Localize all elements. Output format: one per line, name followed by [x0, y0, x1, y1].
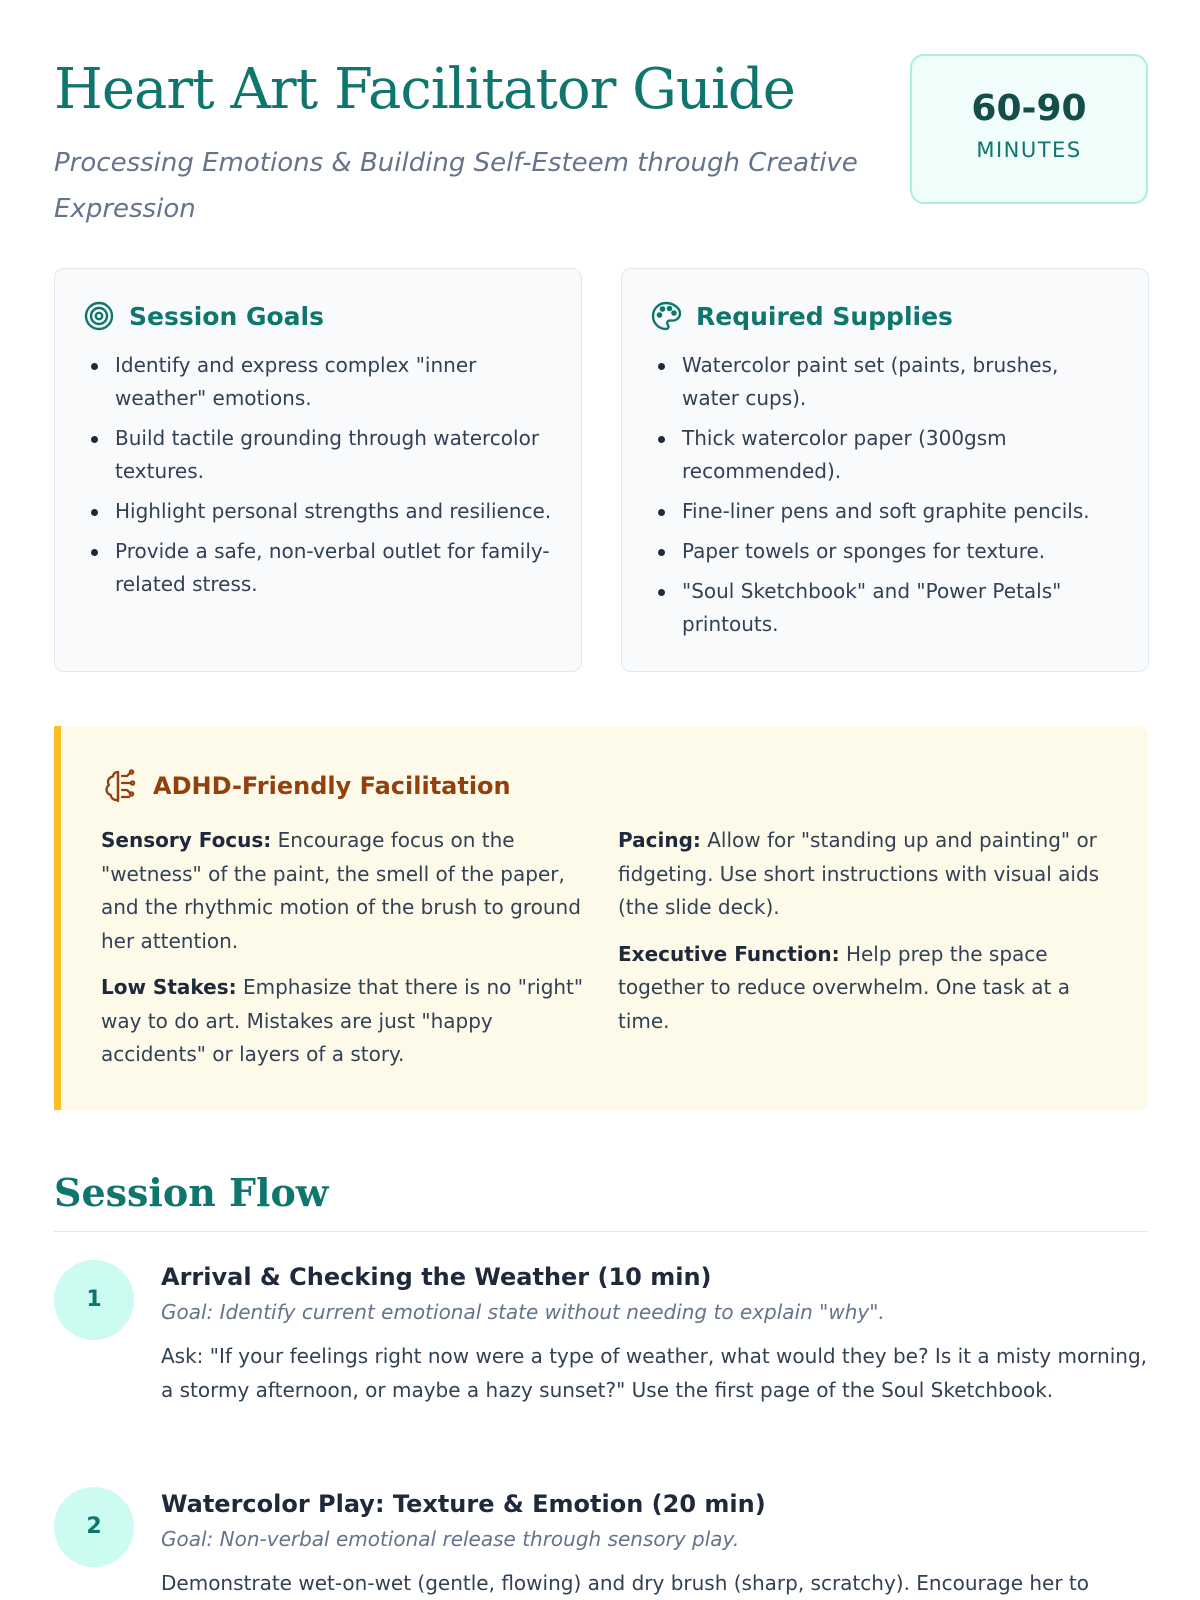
- step-number-badge: 2: [54, 1487, 134, 1567]
- duration-badge: [910, 54, 1148, 204]
- required-supplies-header: [650, 299, 1120, 333]
- list-item: Provide a safe, non-verbal outlet for family-related stress.: [83, 535, 553, 601]
- adhd-tip-label: Executive Function:: [618, 941, 840, 966]
- header: [54, 52, 894, 232]
- list-item: Fine-liner pens and soft graphite pencils.: [650, 495, 1120, 528]
- list-item: Build tactile grounding through watercolor textures.: [83, 422, 553, 488]
- required-supplies-card: [621, 268, 1149, 672]
- step-goal: Goal: Identify current emotional state without needing to explain "why".: [161, 1300, 885, 1324]
- required-supplies-list: [650, 349, 1120, 641]
- adhd-tip: [101, 971, 588, 1072]
- adhd-facilitation-box: [54, 726, 1148, 1110]
- section-divider: [54, 1231, 1148, 1232]
- adhd-tip: [618, 938, 1105, 1039]
- step-body: [161, 1487, 1148, 1600]
- duration-value: 60-90: [971, 88, 1087, 129]
- required-supplies-title: Required Supplies: [696, 301, 953, 331]
- adhd-facilitation-header: [101, 766, 1108, 806]
- list-item: Identify and express complex "inner weather" emotions.: [83, 349, 553, 415]
- step-number-badge: 1: [54, 1260, 134, 1340]
- list-item: Highlight personal strengths and resilience.: [83, 495, 553, 528]
- list-item: Thick watercolor paper (300gsm recommended).: [650, 422, 1120, 488]
- step-description: Ask: "If your feelings right now were a type of weather, what would they be? Is it a misty morning, a stormy afternoon, or maybe a hazy sunset?" Use the first page of the Soul Sketchbook.: [161, 1344, 1148, 1402]
- adhd-tip-text: Encourage focus on the "wetness" of the paint, the smell of the paper, and the rhythmic motion of the brush to ground her attention.: [101, 828, 581, 953]
- palette-icon: [650, 300, 682, 332]
- session-flow-title: Session Flow: [54, 1170, 329, 1215]
- adhd-columns: [101, 824, 1108, 1085]
- page-subtitle: Processing Emotions & Building Self-Esteem through Creative Expression: [54, 148, 858, 224]
- session-goals-header: [83, 299, 553, 333]
- adhd-column-right: [618, 824, 1105, 1085]
- list-item: Watercolor paint set (paints, brushes, water cups).: [650, 349, 1120, 415]
- adhd-tip: [618, 824, 1105, 925]
- list-item: "Soul Sketchbook" and "Power Petals" printouts.: [650, 575, 1120, 641]
- target-icon: [83, 300, 115, 332]
- step-goal: Goal: Non-verbal emotional release through sensory play.: [161, 1527, 740, 1551]
- session-goals-list: [83, 349, 553, 601]
- adhd-facilitation-title: ADHD-Friendly Facilitation: [153, 772, 511, 800]
- duration-unit: MINUTES: [976, 138, 1082, 162]
- page-title: Heart Art Facilitator Guide: [54, 57, 795, 122]
- brain-icon: [101, 767, 139, 805]
- list-item: Paper towels or sponges for texture.: [650, 535, 1120, 568]
- adhd-tip-label: Pacing:: [618, 828, 701, 852]
- step-title: Arrival & Checking the Weather (10 min): [161, 1263, 712, 1291]
- adhd-tip-label: Low Stakes:: [101, 975, 237, 999]
- adhd-tip-text: Emphasize that there is no "right" way to do art. Mistakes are just "happy accidents" or layers of a story.: [101, 975, 584, 1066]
- step-title: Watercolor Play: Texture & Emotion (20 min): [161, 1490, 766, 1518]
- adhd-tip-label: Sensory Focus:: [101, 828, 272, 852]
- adhd-tip-text: Allow for "standing up and painting" or fidgeting. Use short instructions with visual aids (the slide deck).: [618, 828, 1100, 919]
- adhd-tip: [101, 824, 588, 958]
- session-goals-card: [54, 268, 582, 672]
- session-goals-title: Session Goals: [129, 301, 324, 331]
- step-description: Demonstrate wet-on-wet (gentle, flowing) and dry brush (sharp, scratchy). Encourage her to: [161, 1571, 1089, 1595]
- step-body: [161, 1260, 1148, 1407]
- adhd-column-left: [101, 824, 588, 1085]
- adhd-tip-text: Help prep the space together to reduce overwhelm. One task at a time.: [618, 941, 1070, 1033]
